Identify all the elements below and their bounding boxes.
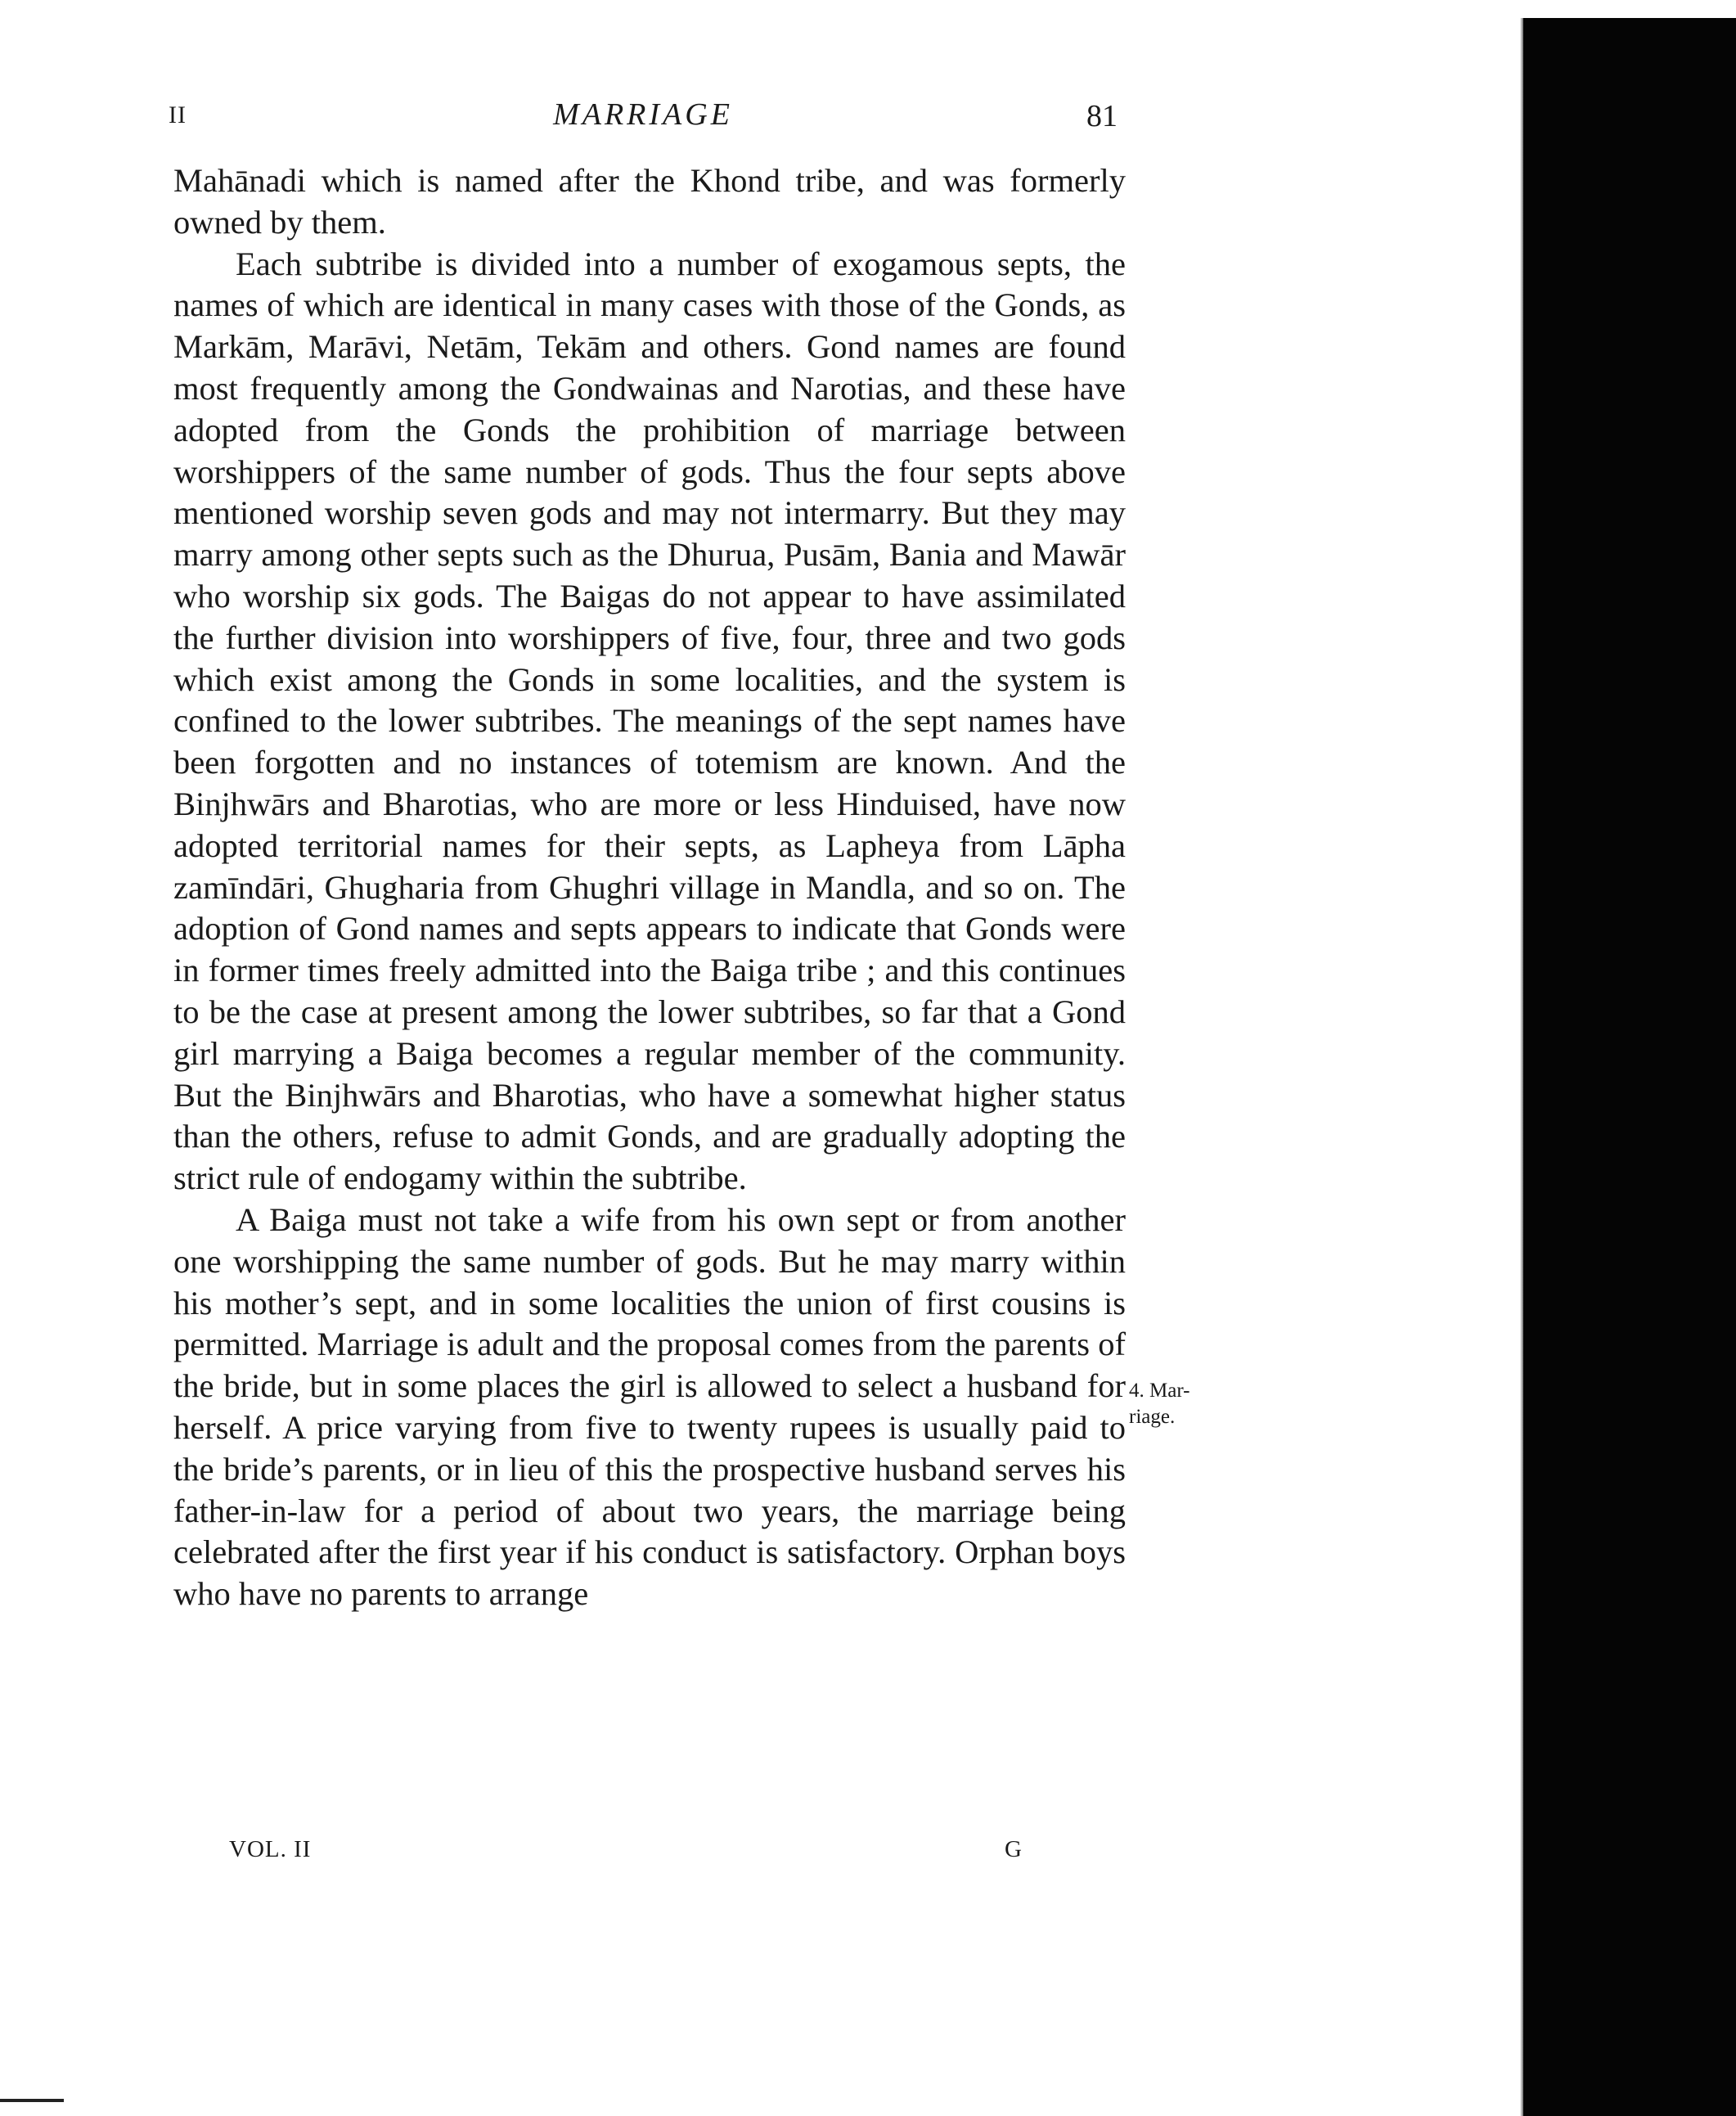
signature-mark: G [1005, 1836, 1023, 1862]
running-title: MARRIAGE [553, 97, 733, 132]
volume-label: VOL. II [229, 1836, 312, 1862]
body-text [173, 160, 1126, 1615]
paragraph-septs: Each subtribe is divided into a number of exogamous septs, the names of which are identical in many cases with those of the Gonds, as Markām, Marāvi, Netām, Tekām and others. Gond names are found most frequently among the Gondwainas and Narotias, and these have adopted from the Gonds the prohibition of marriage between worshippers of the same number of gods. Thus the four septs above mentioned worship seven gods and may not intermarry. But they may marry among other septs such as the Dhurua, Pusām, Bania and Mawār who worship six gods. The Baigas do not appear to have assimilated the further division into worshippers of five, four, three and two gods which exist among the Gonds in some localities, and the system is confined to the lower subtribes. The meanings of the sept names have been forgotten and no instances of totemism are known. And the Binjhwārs and Bharotias, who are more or less Hinduised, have now adopted territorial names for their septs, as Lapheya from Lāpha zamīndāri, Ghugharia from Ghughri village in Mandla, and so on. The adoption of Gond names and septs appears to indicate that Gonds were in former times freely admitted into the Baiga tribe ; and this continues to be the case at present among the lower subtribes, so far that a Gond girl marrying a Baiga becomes a regular member of the community. But the Binjhwārs and Bharotias, who have a somewhat higher status than the others, refuse to admit Gonds, and are gradually adopting the strict rule of endogamy within the subtribe. [173, 245, 1126, 1197]
marginal-note-line-1: 4. Mar- [1129, 1380, 1190, 1402]
running-head [165, 97, 1121, 146]
paragraph-continuation: Mahānadi which is named after the Khond tribe, and was formerly owned by them. [173, 162, 1126, 241]
scan-edge-shadow [1523, 18, 1736, 2116]
scan-corner-mark [0, 2099, 64, 2102]
marginal-note [1129, 1378, 1194, 1430]
page-footer [173, 1836, 1126, 1877]
paragraph-marriage: A Baiga must not take a wife from his own sept or from another one worshipping the same number of gods. But he may marry within his mother’s sept, and in some localities the union of first cousins is permitted. Marriage is adult and the proposal comes from the parents of the bride, but in some places the girl is allowed to select a husband for herself. A price varying from five to twenty rupees is usually paid to the bride’s parents, or in lieu of this the prospective husband serves his father-in-law for a period of about two years, the marriage being celebrated after the first year if his conduct is satisfactory. Orphan boys who have no parents to arrange [173, 1200, 1126, 1613]
page-number: 81 [1086, 99, 1118, 133]
chapter-numeral: II [169, 101, 187, 128]
marginal-note-line-2: riage. [1129, 1406, 1176, 1428]
